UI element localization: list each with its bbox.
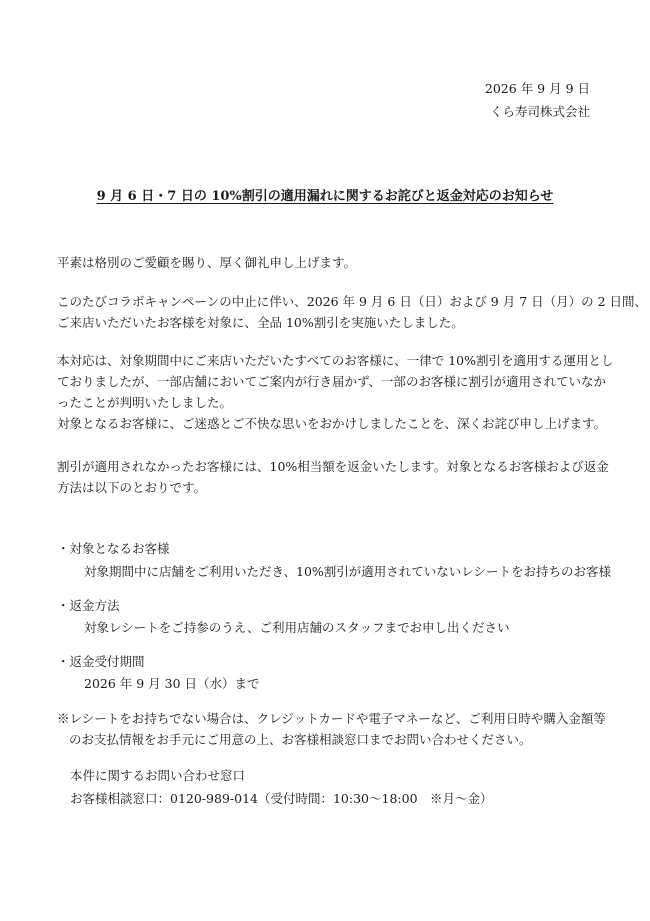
paragraph-line: ておりましたが、一部店舗においてご案内が行き届かず、一部のお客様に割引が適用されていなか — [57, 374, 607, 389]
paragraph-line: 割引が適用されなかったお客様には、10%相当額を返金いたします。対象となるお客様および返金 — [57, 459, 609, 474]
document-title-text: 9 月 6 日・7 日の 10%割引の適用漏れに関するお詫びと返金対応のお知らせ — [96, 189, 554, 204]
paragraph-line: このたびコラボキャンペーンの中止に伴い、2026 年 9 月 6 日（日）および 9 月 7 日（月）の 2 日間、 — [57, 294, 648, 309]
company-name: くら寿司株式会社 — [489, 104, 590, 119]
section-period-label: ・返金受付期間 — [57, 654, 145, 669]
note-line: のお支払情報をお手元にご用意の上、お客様相談窓口までお問い合わせください。 — [69, 732, 532, 747]
document-title — [0, 186, 650, 207]
section-target-label: ・対象となるお客様 — [57, 541, 170, 556]
paragraph-line: 方法は以下のとおりです。 — [57, 480, 207, 495]
paragraph-line: ったことが判明いたしました。 — [57, 395, 233, 410]
paragraph-campaign — [57, 291, 648, 333]
paragraph-apology — [57, 350, 614, 434]
section-target-detail: 対象期間中に店舗をご利用いただき、10%割引が適用されていないレシートをお持ちのお客様 — [84, 564, 611, 579]
contact-heading: 本件に関するお問い合わせ窓口 — [70, 768, 246, 783]
greeting: 平素は格別のご愛顧を賜り、厚く御礼申し上げます。 — [57, 255, 357, 270]
paragraph-line: 本対応は、対象期間中にご来店いただいたすべてのお客様に、一律で 10%割引を適用する運用とし — [57, 353, 614, 368]
receipt-note — [57, 708, 617, 750]
section-period-detail: 2026 年 9 月 30 日（水）まで — [84, 676, 260, 691]
paragraph-line: ご来店いただいたお客様を対象に、全品 10%割引を実施いたしました。 — [57, 315, 464, 330]
issue-date: 2026 年 9 月 9 日 — [484, 81, 590, 96]
section-method-label: ・返金方法 — [57, 598, 120, 613]
section-method-detail: 対象レシートをご持参のうえ、ご利用店舗のスタッフまでお申し出ください — [84, 620, 510, 635]
paragraph-line: 対象となるお客様に、ご迷惑とご不快な思いをおかけしましたことを、深くお詫び申し上げます。 — [57, 416, 607, 431]
contact-line: お客様相談窓口：0120-989-014（受付時間：10:30〜18:00 ※月〜金） — [70, 791, 493, 806]
note-line: ※レシートをお持ちでない場合は、クレジットカードや電子マネーなど、ご利用日時や購入金額等 — [57, 711, 606, 726]
paragraph-refund — [57, 456, 609, 498]
